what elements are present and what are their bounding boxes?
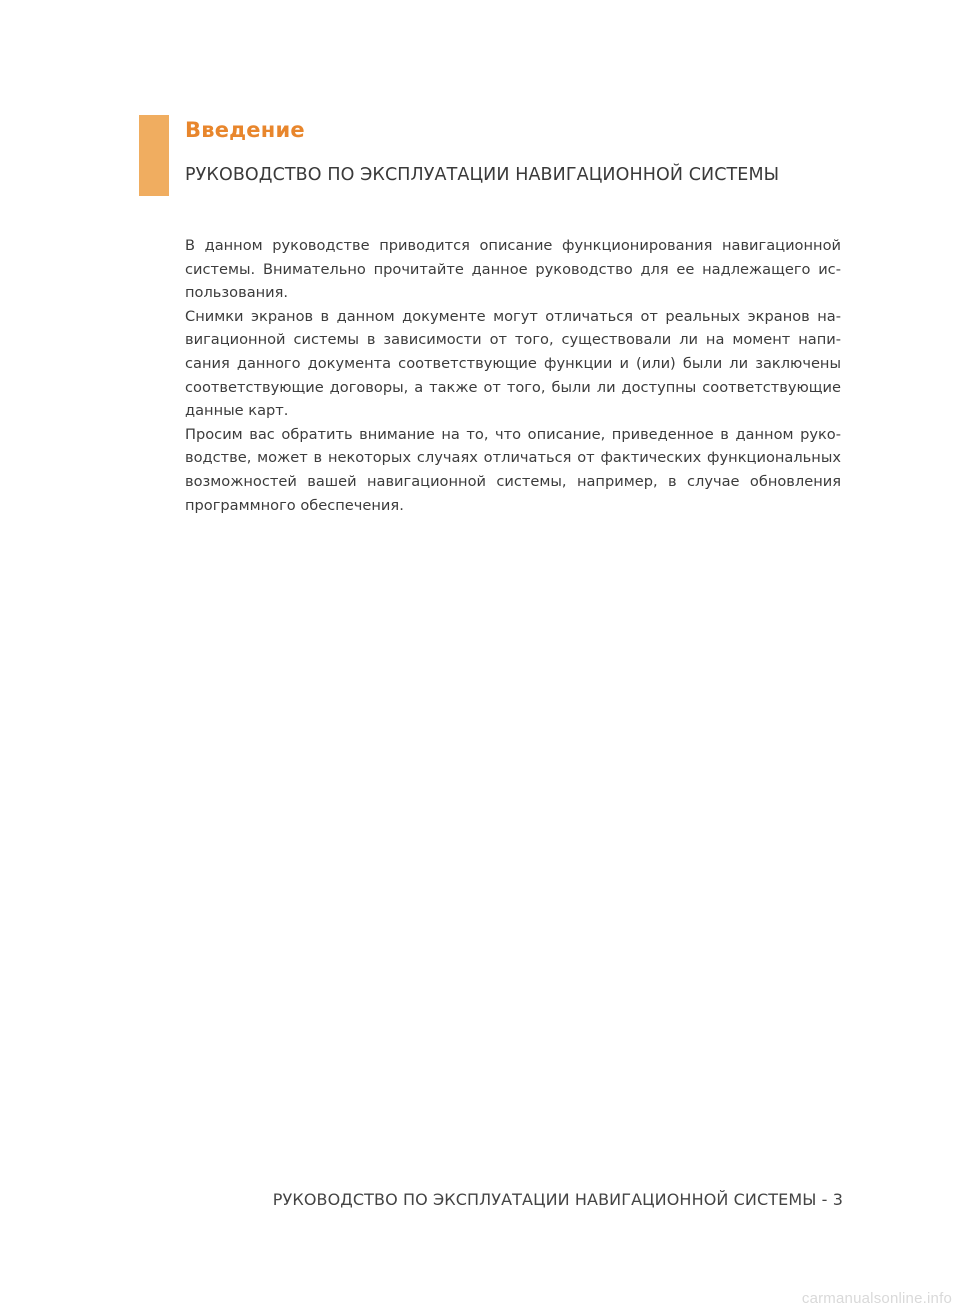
- paragraph-disclaimer: Просим вас обратить внимание на то, что описание, приведенное в данном руководстве, может в некоторых случаях отличаться от фактических функциональных возможностей вашей навигационной системы, например, в случае обновления программного обеспечения.: [185, 425, 841, 514]
- watermark: carmanualsonline.info: [801, 1290, 952, 1307]
- paragraph-screenshots: Снимки экранов в данном документе могут отличаться от реальных экранов навигационной системы в зависимости от того, существовали ли на момент написания данного документа соответствующие функции и (или) были ли заключены соответствующие договоры, а также от того, были ли доступны соответствующие данные карт.: [185, 307, 841, 420]
- document-subtitle: РУКОВОДСТВО ПО ЭКСПЛУАТАЦИИ НАВИГАЦИОННОЙ СИСТЕМЫ: [185, 165, 780, 185]
- paragraph-intro: В данном руководстве приводится описание функционирования навигационной системы. Внимательно прочитайте данное руководство для ее надлежащего использования.: [185, 237, 841, 302]
- section-title: Введение: [185, 118, 305, 142]
- body-text: [185, 234, 841, 517]
- page-footer: РУКОВОДСТВО ПО ЭКСПЛУАТАЦИИ НАВИГАЦИОННОЙ СИСТЕМЫ - 3: [272, 1190, 843, 1209]
- section-accent-bar: [139, 115, 169, 196]
